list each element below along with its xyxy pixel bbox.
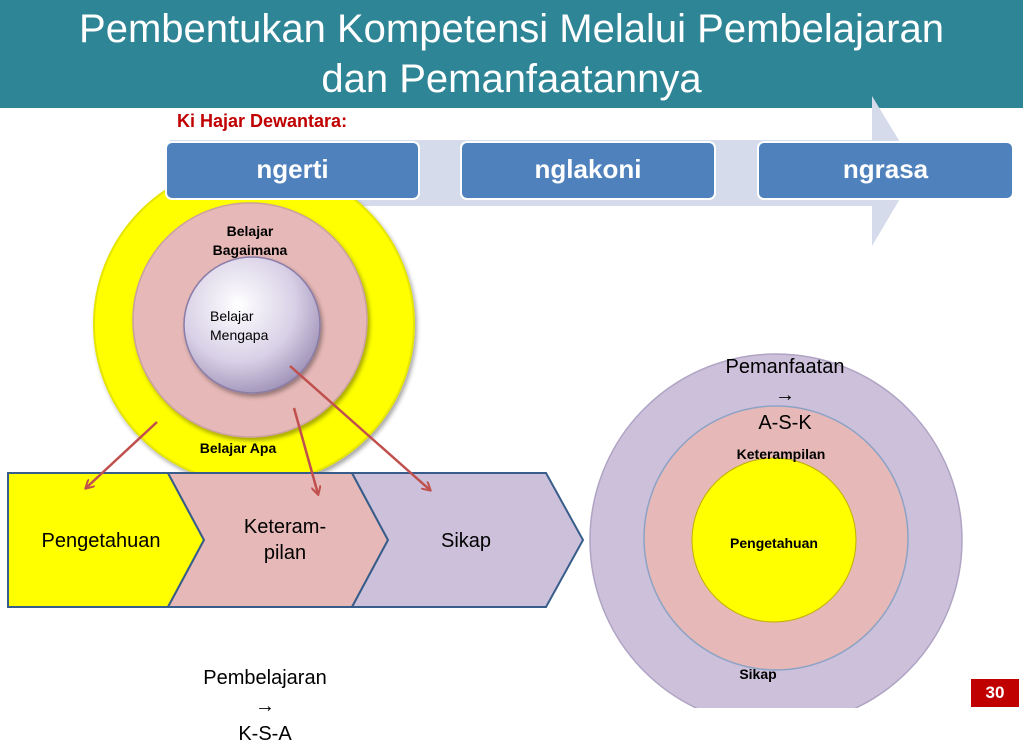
step-label-nglakoni: nglakoni (534, 154, 642, 184)
usage-middle-label: Keterampilan (736, 446, 826, 462)
usage-caption-left: Pemanfaatan (725, 356, 845, 378)
usage-outer-label: Sikap (739, 666, 777, 682)
usage-caption (630, 325, 940, 437)
usage-caption-right: A-S-K (758, 412, 812, 434)
learning-caption (100, 636, 430, 748)
learning-caption-left: Pembelajaran (203, 667, 327, 689)
page-title: Pembentukan Kompetensi Melalui Pembelajaran dan Pemanfaatannya (79, 7, 944, 101)
step-label-ngrasa: ngrasa (842, 154, 929, 184)
learning-caption-right: K-S-A (238, 723, 292, 745)
inner-circle-label: Belajar Mengapa (210, 308, 269, 343)
chevron-label-attitude: Sikap (440, 530, 492, 552)
chevron-label-skill: Keteram- pilan (243, 516, 327, 564)
arrow-right-icon: → (775, 384, 795, 406)
arrow-right-icon: → (255, 695, 275, 717)
usage-inner-label: Pengetahuan (730, 535, 818, 551)
ki-hajar-label: Ki Hajar Dewantara: (177, 111, 348, 131)
page-number: 30 (971, 679, 1019, 707)
outer-circle-label: Belajar Apa (199, 440, 277, 456)
chevron-label-knowledge: Pengetahuan (41, 530, 161, 552)
middle-circle-label: Belajar Bagaimana (212, 223, 288, 258)
step-label-ngerti: ngerti (256, 154, 329, 184)
